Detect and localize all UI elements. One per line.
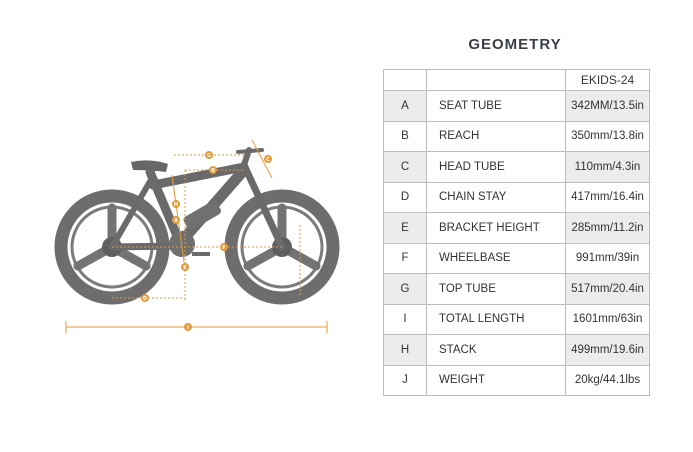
table-row: [384, 152, 650, 183]
row-value: 499mm/19.6in: [566, 335, 650, 366]
row-name: TOP TUBE: [427, 274, 566, 305]
row-code: I: [384, 304, 427, 335]
row-name: REACH: [427, 121, 566, 152]
svg-text:C: C: [266, 157, 270, 163]
table-row: [384, 335, 650, 366]
row-value: 350mm/13.8in: [566, 121, 650, 152]
table-row: [384, 121, 650, 152]
marker-c: [264, 155, 272, 163]
row-code: G: [384, 274, 427, 305]
row-code: F: [384, 243, 427, 274]
svg-text:F: F: [222, 245, 226, 251]
row-name: WHEELBASE: [427, 243, 566, 274]
svg-text:I: I: [187, 325, 189, 331]
row-value: 1601mm/63in: [566, 304, 650, 335]
row-name: STACK: [427, 335, 566, 366]
marker-b: [209, 166, 217, 174]
marker-h: [172, 200, 180, 208]
svg-text:D: D: [142, 296, 148, 302]
table-row: [384, 182, 650, 213]
svg-text:G: G: [206, 153, 212, 159]
row-value: 342MM/13.5in: [566, 91, 650, 122]
row-code: E: [384, 213, 427, 244]
table-row: [384, 213, 650, 244]
row-value: 991mm/39in: [566, 243, 650, 274]
row-value: 517mm/20.4in: [566, 274, 650, 305]
header-blank-cell: [384, 70, 427, 91]
svg-text:H: H: [173, 202, 179, 208]
marker-f: [220, 243, 228, 251]
bike-illustration: [61, 150, 333, 298]
row-code: C: [384, 152, 427, 183]
table-row: [384, 365, 650, 396]
row-value: 110mm/4.3in: [566, 152, 650, 183]
geometry-title: GEOMETRY: [468, 36, 562, 53]
header-blank-cell: [427, 70, 566, 91]
table-header-row: [384, 70, 650, 91]
row-name: BRACKET HEIGHT: [427, 213, 566, 244]
row-code: H: [384, 335, 427, 366]
table-row: [384, 243, 650, 274]
svg-text:B: B: [211, 168, 215, 174]
row-name: CHAIN STAY: [427, 182, 566, 213]
marker-g: [205, 151, 213, 159]
row-code: B: [384, 121, 427, 152]
row-value: 417mm/16.4in: [566, 182, 650, 213]
svg-text:A: A: [174, 218, 178, 224]
marker-i: [184, 323, 192, 331]
row-value: 285mm/11.2in: [566, 213, 650, 244]
row-name: TOTAL LENGTH: [427, 304, 566, 335]
svg-text:E: E: [183, 265, 187, 271]
marker-e: [181, 263, 189, 271]
row-name: HEAD TUBE: [427, 152, 566, 183]
marker-a: [172, 216, 180, 224]
geometry-table: [383, 69, 650, 396]
table-row: [384, 274, 650, 305]
marker-d: [141, 294, 149, 302]
table-row: [384, 91, 650, 122]
row-code: J: [384, 365, 427, 396]
row-value: 20kg/44.1lbs: [566, 365, 650, 396]
row-name: WEIGHT: [427, 365, 566, 396]
row-code: A: [384, 91, 427, 122]
model-name: EKIDS-24: [566, 70, 650, 91]
row-name: SEAT TUBE: [427, 91, 566, 122]
table-row: [384, 304, 650, 335]
row-code: D: [384, 182, 427, 213]
